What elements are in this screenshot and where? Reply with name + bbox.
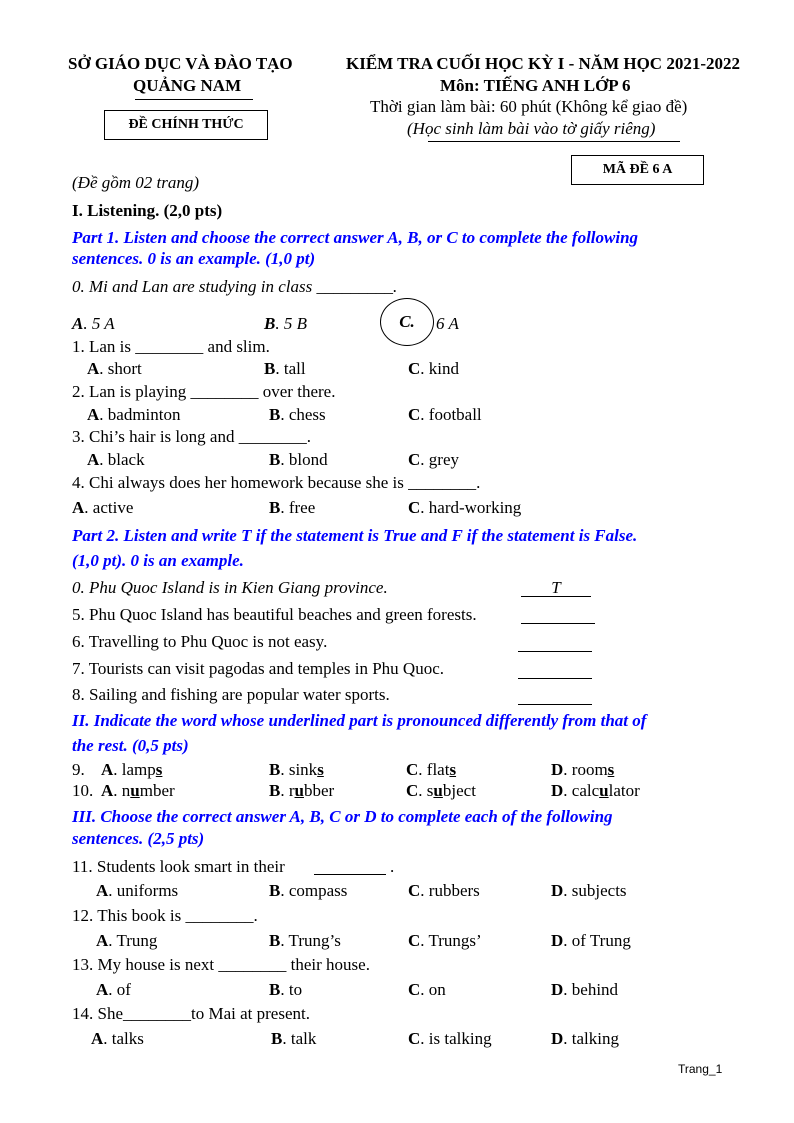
section-1-title: I. Listening. (2,0 pts): [72, 201, 223, 220]
exam-title: KIỂM TRA CUỐI HỌC KỲ I - NĂM HỌC 2021-2022: [346, 54, 740, 73]
statement-0: 0. Phu Quoc Island is in Kien Giang province.: [72, 578, 388, 597]
header-divider: [135, 99, 253, 100]
q13-option-a: A. of: [96, 980, 131, 999]
q11-option-d: D. subjects: [551, 881, 627, 900]
q4-option-c: C. hard-working: [408, 498, 522, 517]
question-12: 12. This book is ________.: [72, 906, 258, 925]
q12-option-a: A. Trung: [96, 931, 158, 950]
statement-0-answer: T: [521, 578, 591, 597]
question-4: 4. Chi always does her homework because she is ________.: [72, 473, 481, 492]
q2-option-b: B. chess: [269, 405, 326, 424]
statement-6-blank: [518, 651, 592, 652]
statement-5-blank: [521, 623, 595, 624]
question-1: 1. Lan is ________ and slim.: [72, 337, 270, 356]
q9-option-d: D. rooms: [551, 760, 615, 779]
province-name: QUẢNG NAM: [133, 76, 242, 95]
exam-code-box: MÃ ĐỀ 6 A: [571, 155, 704, 185]
exam-note: (Học sinh làm bài vào tờ giấy riêng): [407, 119, 656, 138]
q11-end: .: [390, 857, 395, 876]
section-2-title: II. Indicate the word whose underlined part is pronounced differently from that of: [72, 711, 647, 730]
statement-6: 6. Travelling to Phu Quoc is not easy.: [72, 632, 328, 651]
q14-option-a: A. talks: [91, 1029, 144, 1048]
q11-option-a: A. uniforms: [96, 881, 179, 900]
q9-option-c: C. flats: [406, 760, 457, 779]
q14-option-c: C. is talking: [408, 1029, 492, 1048]
exam-time: Thời gian làm bài: 60 phút (Không kể giao đề): [370, 97, 688, 116]
q2-option-a: A. badminton: [87, 405, 181, 424]
question-2: 2. Lan is playing ________ over there.: [72, 382, 336, 401]
statement-7-blank: [518, 678, 592, 679]
q13-option-b: B. to: [269, 980, 303, 999]
page-number: Trang_1: [678, 1062, 723, 1076]
example-answer-circle: C.: [380, 298, 434, 346]
q9-option-b: B. sinks: [269, 760, 324, 779]
example-option-c: 6 A: [436, 314, 459, 333]
q1-option-b: B. tall: [264, 359, 306, 378]
statement-8: 8. Sailing and fishing are popular water sports.: [72, 685, 390, 704]
q1-option-a: A. short: [87, 359, 142, 378]
q3-option-b: B. blond: [269, 450, 328, 469]
q10-option-a: A. number: [101, 781, 175, 800]
statement-7: 7. Tourists can visit pagodas and temples in Phu Quoc.: [72, 659, 444, 678]
question-3: 3. Chi’s hair is long and ________.: [72, 427, 311, 446]
official-box: ĐỀ CHÍNH THỨC: [104, 110, 268, 140]
q12-option-b: B. Trung’s: [269, 931, 341, 950]
section-3-title-cont: sentences. (2,5 pts): [72, 829, 205, 848]
q12-option-d: D. of Trung: [551, 931, 631, 950]
part-2-instruction: Part 2. Listen and write T if the statement is True and F if the statement is False.: [72, 526, 638, 545]
section-3-title: III. Choose the correct answer A, B, C or D to complete each of the following: [72, 807, 613, 826]
question-13: 13. My house is next ________ their house.: [72, 955, 370, 974]
section-2-title-cont: the rest. (0,5 pts): [72, 736, 189, 755]
q9-option-a: A. lamps: [101, 760, 163, 779]
q2-option-c: C. football: [408, 405, 482, 424]
q10-option-d: D. calculator: [551, 781, 640, 800]
q14-option-b: B. talk: [271, 1029, 317, 1048]
q10-option-b: B. rubber: [269, 781, 335, 800]
note-underline: [428, 141, 680, 142]
exam-subject: Môn: TIẾNG ANH LỚP 6: [440, 76, 631, 95]
department-name: SỞ GIÁO DỤC VÀ ĐÀO TẠO: [68, 54, 293, 73]
part-1-instruction-cont: sentences. 0 is an example. (1,0 pt): [72, 249, 316, 268]
q13-option-c: C. on: [408, 980, 446, 999]
q1-option-c: C. kind: [408, 359, 460, 378]
question-11: 11. Students look smart in their: [72, 857, 285, 876]
question-9: 9.: [72, 760, 85, 779]
example-option-b: B. 5 B: [264, 314, 307, 333]
question-10: 10.: [72, 781, 94, 800]
example-question: 0. Mi and Lan are studying in class _________.: [72, 277, 398, 296]
q11-option-b: B. compass: [269, 881, 348, 900]
example-option-a: A. 5 A: [72, 314, 115, 333]
pages-note: (Đề gồm 02 trang): [72, 173, 200, 192]
q11-option-c: C. rubbers: [408, 881, 480, 900]
q13-option-d: D. behind: [551, 980, 619, 999]
q14-option-d: D. talking: [551, 1029, 619, 1048]
q11-blank: [314, 874, 386, 875]
part-2-instruction-cont: (1,0 pt). 0 is an example.: [72, 551, 244, 570]
part-1-instruction: Part 1. Listen and choose the correct answer A, B, or C to complete the following: [72, 228, 639, 247]
statement-5: 5. Phu Quoc Island has beautiful beaches and green forests.: [72, 605, 477, 624]
statement-8-blank: [518, 704, 592, 705]
q10-option-c: C. subject: [406, 781, 476, 800]
q3-option-c: C. grey: [408, 450, 459, 469]
question-14: 14. She________to Mai at present.: [72, 1004, 310, 1023]
q3-option-a: A. black: [87, 450, 145, 469]
q12-option-c: C. Trungs’: [408, 931, 482, 950]
q4-option-a: A. active: [72, 498, 134, 517]
q4-option-b: B. free: [269, 498, 316, 517]
